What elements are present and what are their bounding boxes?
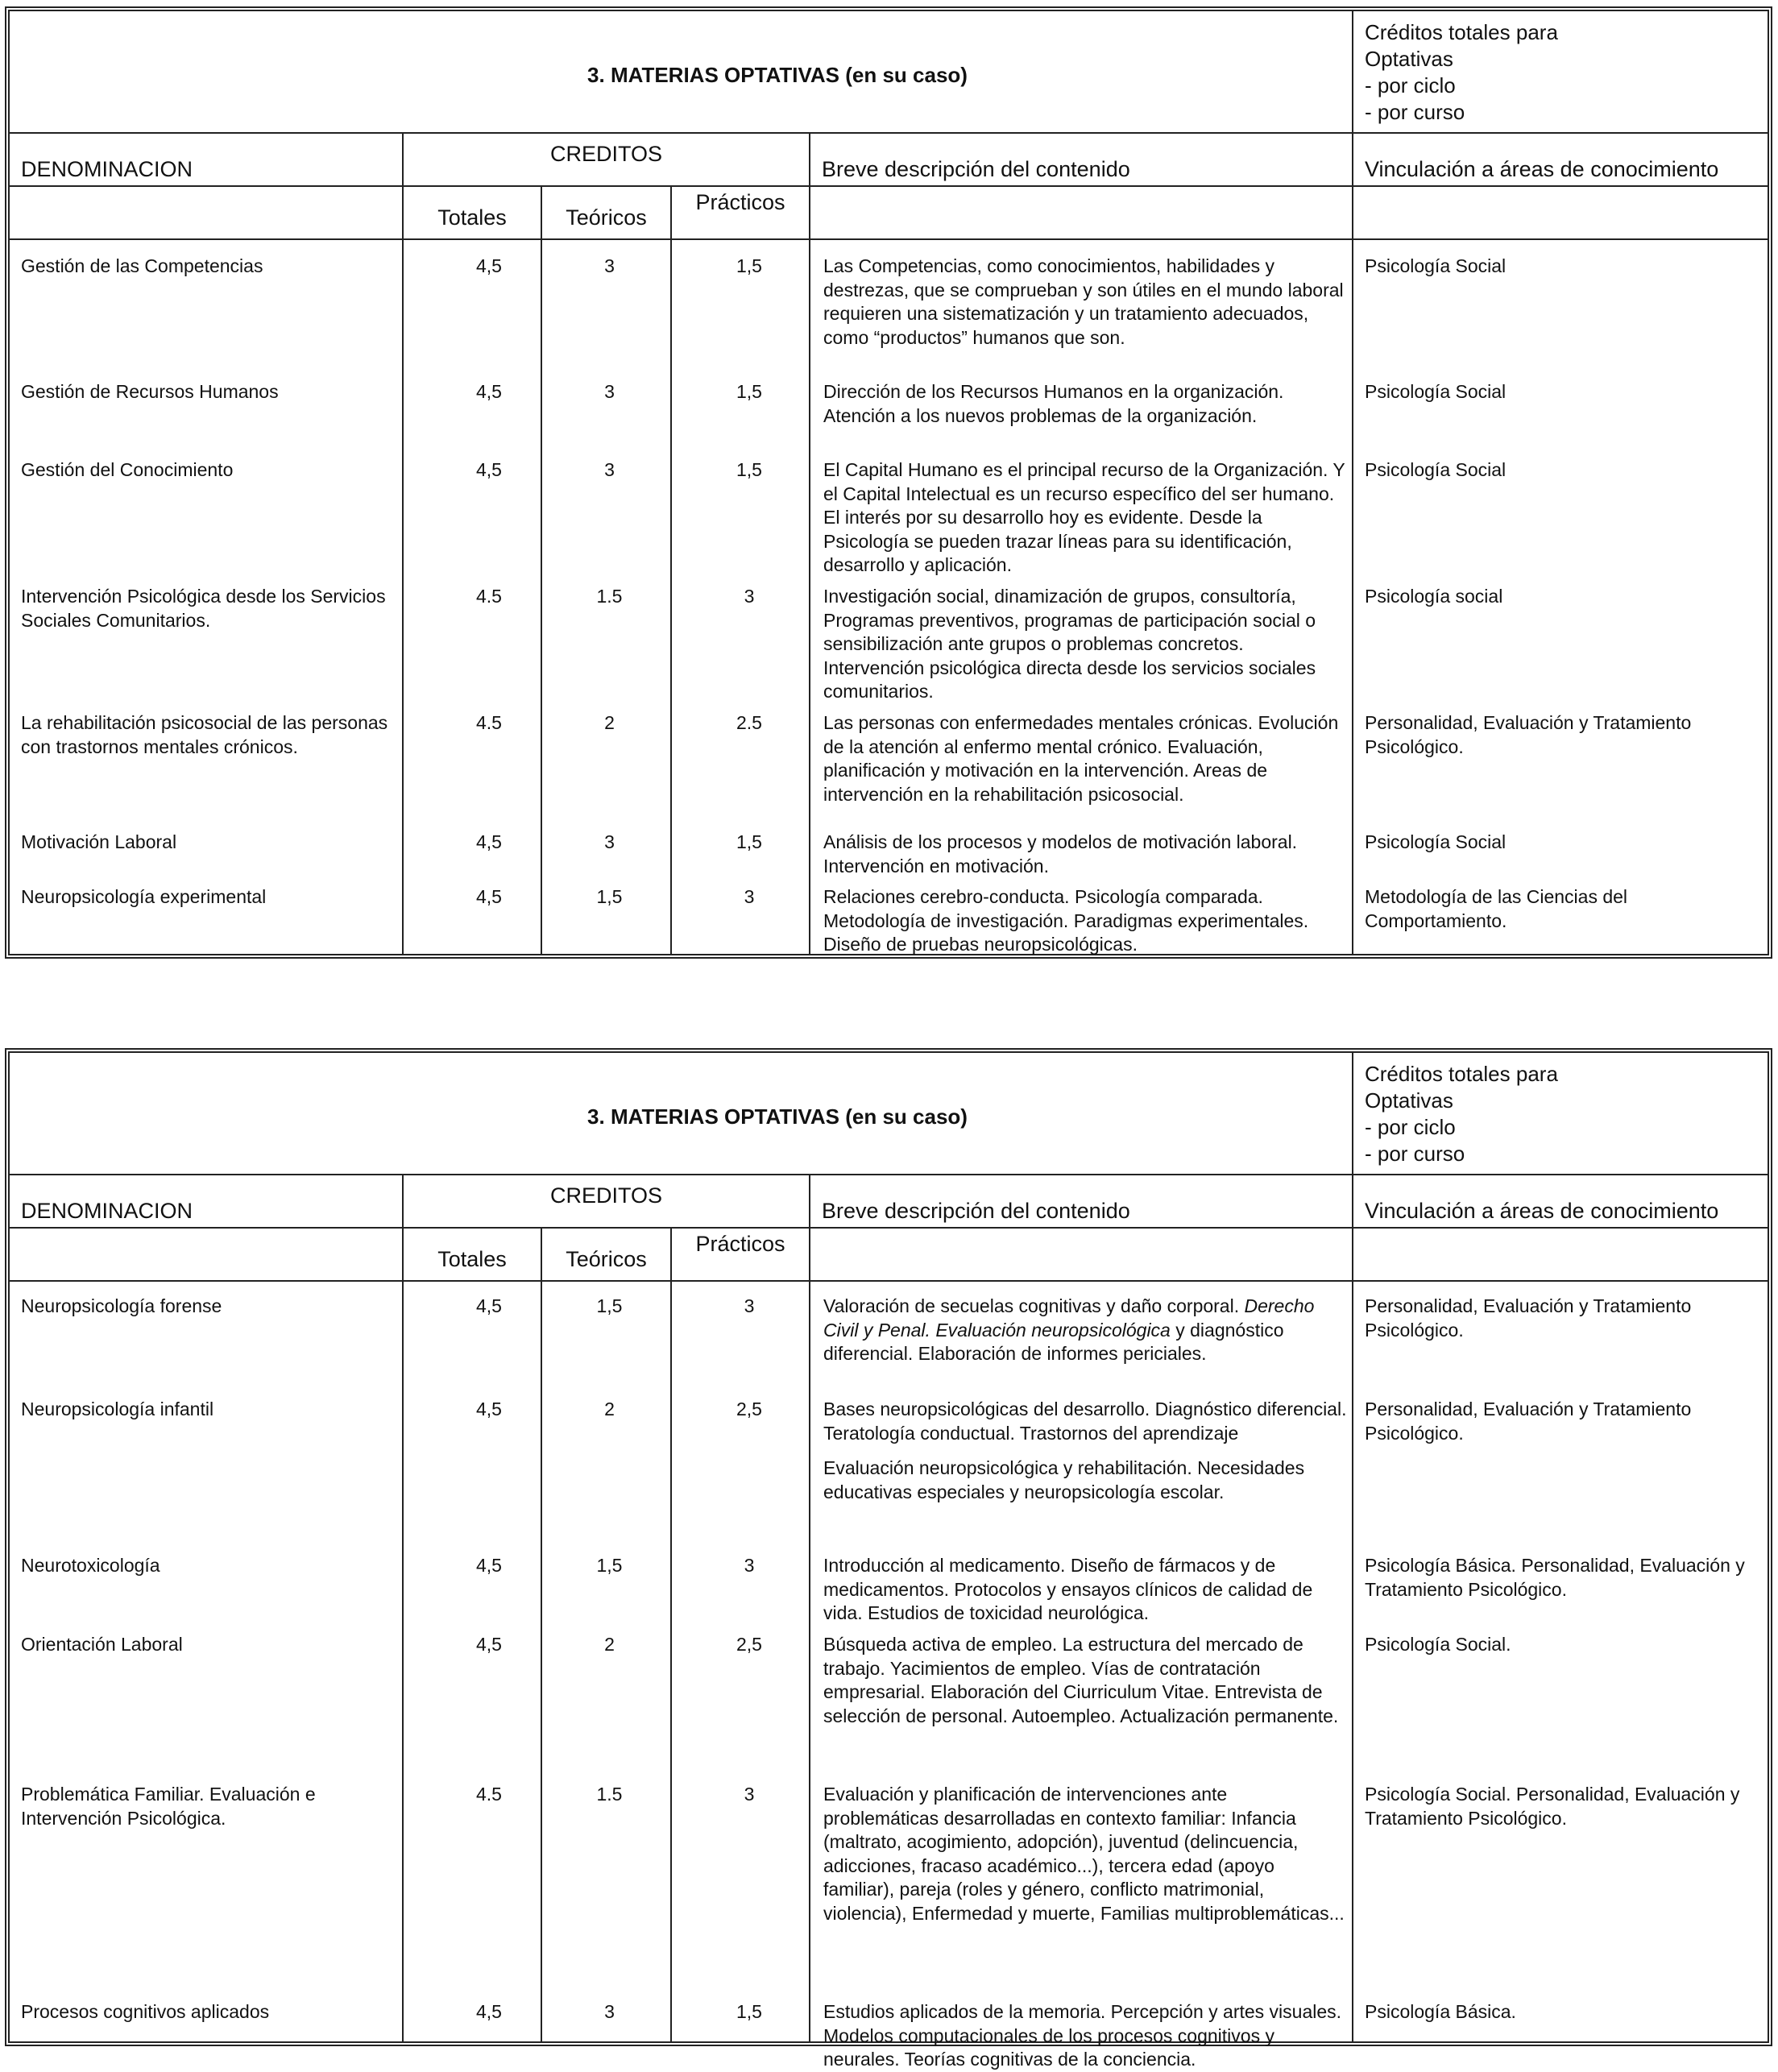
credit-totals-cell xyxy=(1353,11,1768,134)
credits-total: 4.5 xyxy=(476,586,502,607)
subject-name: Gestión de las Competencias xyxy=(21,255,263,276)
table-body xyxy=(10,240,1768,954)
knowledge-area: Psicología social xyxy=(1365,586,1503,607)
credits-theory: 1.5 xyxy=(596,1784,623,1805)
credit-totals-line: - por curso xyxy=(1365,1142,1465,1166)
credits-practice: 1,5 xyxy=(736,831,762,852)
subject-name: Neuropsicología forense xyxy=(21,1295,222,1316)
subject-description: Búsqueda activa de empleo. La estructura del mercado de trabajo. Yacimientos de empleo. Vías de contratación empresarial. Elaboración del Ciurriculum Vitae. Entrevista de selección de personal. Autoempleo. Actualización permanente. xyxy=(823,1634,1339,1726)
credits-total: 4,5 xyxy=(476,1555,502,1576)
subject-name: Procesos cognitivos aplicados xyxy=(21,2001,270,2022)
credits-theory: 1,5 xyxy=(596,886,623,907)
subject-name: Neuropsicología infantil xyxy=(21,1399,214,1419)
subject-name: Neuropsicología experimental xyxy=(21,886,267,907)
header-vinculacion: Vinculación a áreas de conocimiento xyxy=(1353,1175,1768,1229)
credits-theory: 1,5 xyxy=(596,1555,623,1576)
header-creditos: CREDITOS xyxy=(404,1175,810,1229)
table-title-cell xyxy=(10,11,1353,134)
credits-theory: 3 xyxy=(604,459,615,480)
credits-theory: 3 xyxy=(604,831,615,852)
optativas-table-1 xyxy=(5,6,1772,959)
credits-total: 4,5 xyxy=(476,255,502,276)
subject-name: Gestión de Recursos Humanos xyxy=(21,381,279,402)
header-totales: Totales xyxy=(404,1229,542,1282)
credits-total: 4,5 xyxy=(476,381,502,402)
subheader-empty xyxy=(1353,1229,1768,1282)
knowledge-area: Metodología de las Ciencias del Comportamiento. xyxy=(1365,886,1628,931)
subheader-empty xyxy=(810,1229,1353,1282)
table-row xyxy=(10,831,1768,878)
credits-practice: 3 xyxy=(744,1784,755,1805)
credits-theory: 2 xyxy=(604,1399,615,1419)
subject-description: Investigación social, dinamización de grupos, consultoría, Programas preventivos, programas de participación social o sensibilización ante grupos o problemas concretos. Intervención psicológica directa desde los servicios sociales comunitarios. xyxy=(823,586,1316,702)
knowledge-area: Psicología Básica. Personalidad, Evaluación y Tratamiento Psicológico. xyxy=(1365,1555,1745,1600)
subheader-empty xyxy=(810,187,1353,240)
subheader-empty xyxy=(1353,187,1768,240)
table-body xyxy=(10,1282,1768,2070)
description-part: y diagnóstico diferencial. Elaboración de informes periciales. xyxy=(823,1319,1284,1364)
header-denominacion: DENOMINACION xyxy=(10,134,404,187)
knowledge-area: Psicología Social. xyxy=(1365,1634,1511,1655)
credits-theory: 2 xyxy=(604,712,615,733)
credit-totals-line: - por ciclo xyxy=(1365,1115,1456,1139)
credits-total: 4,5 xyxy=(476,2001,502,2022)
description-part: Valoración de secuelas cognitivas y daño corporal. xyxy=(823,1295,1245,1316)
credits-total: 4,5 xyxy=(476,459,502,480)
table-row xyxy=(10,1633,1768,1728)
table-row xyxy=(10,255,1768,350)
credits-theory: 3 xyxy=(604,255,615,276)
credits-practice: 3 xyxy=(744,1295,755,1316)
knowledge-area: Psicología Básica. xyxy=(1365,2001,1516,2022)
subject-description: Relaciones cerebro-conducta. Psicología comparada. Metodología de investigación. Paradigmas experimentales. Diseño de pruebas neuropsicológicas. xyxy=(823,886,1309,955)
knowledge-area: Personalidad, Evaluación y Tratamiento Psicológico. xyxy=(1365,1295,1692,1341)
header-descripcion: Breve descripción del contenido xyxy=(810,1175,1353,1229)
credits-theory: 2 xyxy=(604,1634,615,1655)
subject-description xyxy=(810,1398,1353,1504)
header-practicos: Prácticos xyxy=(672,1229,810,1282)
knowledge-area: Psicología Social xyxy=(1365,831,1507,852)
credits-total: 4,5 xyxy=(476,1295,502,1316)
subject-description: Las Competencias, como conocimientos, habilidades y destrezas, que se comprueban y son útiles en el mundo laboral requieren una sistematización y un tratamiento adecuados, como “productos” humanos que son. xyxy=(823,255,1344,348)
knowledge-area: Psicología Social xyxy=(1365,255,1507,276)
table-row xyxy=(10,458,1768,578)
knowledge-area: Personalidad, Evaluación y Tratamiento Psicológico. xyxy=(1365,712,1692,757)
subject-name: Orientación Laboral xyxy=(21,1634,183,1655)
subject-name: Neurotoxicología xyxy=(21,1555,160,1576)
subject-description: Introducción al medicamento. Diseño de fármacos y de medicamentos. Protocolos y ensayos clínicos de calidad de vida. Estudios de toxicidad neurológica. xyxy=(823,1555,1313,1623)
credit-totals-line: Créditos totales para xyxy=(1365,1062,1558,1086)
subject-name: Problemática Familiar. Evaluación e Intervención Psicológica. xyxy=(21,1784,316,1829)
subject-description: Estudios aplicados de la memoria. Percepción y artes visuales. Modelos computacionales de los procesos cognitivos y neurales. Teorías cognitivas de la conciencia. xyxy=(823,2001,1342,2070)
table-row xyxy=(10,1783,1768,1925)
description-paragraph: Evaluación neuropsicológica y rehabilitación. Necesidades educativas especiales y neuropsicología escolar. xyxy=(823,1457,1305,1502)
credits-practice: 1,5 xyxy=(736,459,762,480)
header-teoricos: Teóricos xyxy=(542,1229,672,1282)
credits-practice: 2.5 xyxy=(736,712,762,733)
credits-total: 4.5 xyxy=(476,712,502,733)
credits-total: 4,5 xyxy=(476,1399,502,1419)
table-row xyxy=(10,1295,1768,1366)
table-row xyxy=(10,380,1768,428)
table-title-cell xyxy=(10,1053,1353,1175)
credits-theory: 1,5 xyxy=(596,1295,623,1316)
credits-theory: 3 xyxy=(604,381,615,402)
header-denominacion: DENOMINACION xyxy=(10,1175,404,1229)
subject-description: El Capital Humano es el principal recurso de la Organización. Y el Capital Intelectual es un recurso específico del ser humano. El interés por su desarrollo hoy es evidente. Desde la Psicología se pueden trazar líneas para su identificación, desarrollo y aplicación. xyxy=(823,459,1345,575)
description-italic-part: Derecho Civil y Penal. Evaluación neuropsicológica xyxy=(823,1295,1315,1341)
table-row xyxy=(10,585,1768,704)
credits-total: 4,5 xyxy=(476,831,502,852)
credits-practice: 2,5 xyxy=(736,1634,762,1655)
credits-practice: 3 xyxy=(744,586,755,607)
credit-totals-line: - por ciclo xyxy=(1365,73,1456,97)
credits-practice: 3 xyxy=(744,1555,755,1576)
header-descripcion: Breve descripción del contenido xyxy=(810,134,1353,187)
credit-totals-line: Créditos totales para xyxy=(1365,20,1558,44)
table-row xyxy=(10,885,1768,957)
credit-totals-line: Optativas xyxy=(1365,47,1453,71)
subject-name: Gestión del Conocimiento xyxy=(21,459,234,480)
credits-theory: 1.5 xyxy=(596,586,623,607)
knowledge-area: Psicología Social. Personalidad, Evaluación y Tratamiento Psicológico. xyxy=(1365,1784,1740,1829)
subject-description: Las personas con enfermedades mentales crónicas. Evolución de la atención al enfermo mental crónico. Evaluación, planificación y motivación en la intervención. Areas de intervención en la rehabilitación psicosocial. xyxy=(823,712,1339,805)
subject-description: Dirección de los Recursos Humanos en la organización. Atención a los nuevos problemas de la organización. xyxy=(823,381,1284,426)
subject-description: Evaluación y planificación de intervenciones ante problemáticas desarrolladas en contexto familiar: Infancia (maltrato, acogimiento, adopción), juventud (delincuencia, adicciones, fracaso académico...), tercera edad (apoyo familiar), pareja (roles y género, conflicto matrimonial, violencia), Enfermedad y muerte, Familias multiproblemáticas... xyxy=(823,1784,1345,1924)
subject-name: Motivación Laboral xyxy=(21,831,177,852)
header-creditos: CREDITOS xyxy=(404,134,810,187)
knowledge-area: Psicología Social xyxy=(1365,381,1507,402)
credits-practice: 2,5 xyxy=(736,1399,762,1419)
header-teoricos: Teóricos xyxy=(542,187,672,240)
credit-totals-cell xyxy=(1353,1053,1768,1175)
header-vinculacion: Vinculación a áreas de conocimiento xyxy=(1353,134,1768,187)
credits-theory: 3 xyxy=(604,2001,615,2022)
credits-practice: 1,5 xyxy=(736,255,762,276)
subject-description: Análisis de los procesos y modelos de motivación laboral. Intervención en motivación. xyxy=(823,831,1298,876)
credit-totals-line: Optativas xyxy=(1365,1088,1453,1113)
subject-name: Intervención Psicológica desde los Servicios Sociales Comunitarios. xyxy=(21,586,386,631)
table-row xyxy=(10,1398,1768,1504)
header-totales: Totales xyxy=(404,187,542,240)
header-practicos: Prácticos xyxy=(672,187,810,240)
credits-practice: 1,5 xyxy=(736,2001,762,2022)
table-row xyxy=(10,1554,1768,1626)
credits-practice: 3 xyxy=(744,886,755,907)
credits-total: 4.5 xyxy=(476,1784,502,1805)
subject-description xyxy=(810,1295,1353,1366)
table-title: 3. MATERIAS OPTATIVAS (en su caso) xyxy=(587,62,968,87)
optativas-table-2 xyxy=(5,1048,1772,2070)
table-row xyxy=(10,711,1768,806)
credit-totals-line: - por curso xyxy=(1365,100,1465,124)
knowledge-area: Personalidad, Evaluación y Tratamiento Psicológico. xyxy=(1365,1399,1692,1444)
subheader-empty xyxy=(10,1229,404,1282)
knowledge-area: Psicología Social xyxy=(1365,459,1507,480)
credits-total: 4,5 xyxy=(476,886,502,907)
table-row xyxy=(10,2000,1768,2072)
subject-name: La rehabilitación psicosocial de las personas con trastornos mentales crónicos. xyxy=(21,712,388,757)
subheader-empty xyxy=(10,187,404,240)
table-title: 3. MATERIAS OPTATIVAS (en su caso) xyxy=(587,1104,968,1129)
credits-total: 4,5 xyxy=(476,1634,502,1655)
description-paragraph: Bases neuropsicológicas del desarrollo. Diagnóstico diferencial. Teratología conductual. Trastornos del aprendizaje xyxy=(823,1399,1347,1444)
credits-practice: 1,5 xyxy=(736,381,762,402)
